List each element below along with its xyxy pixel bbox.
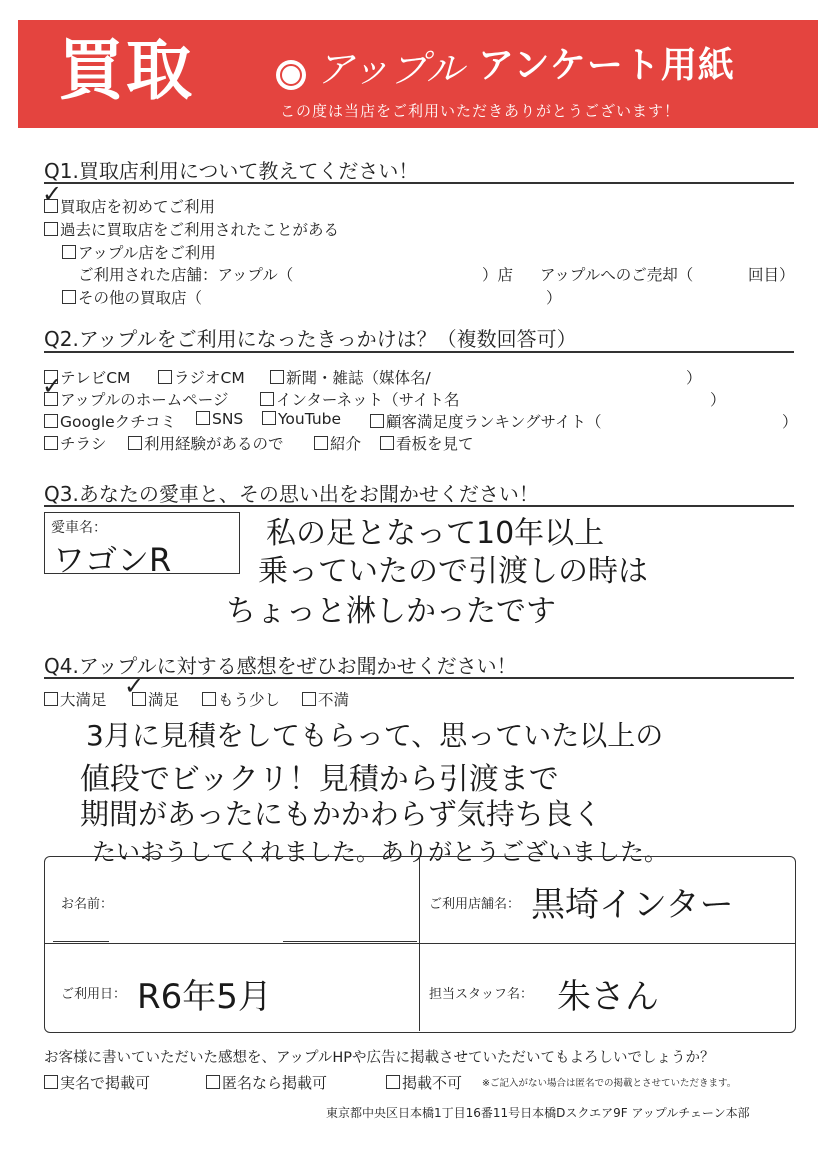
q1-sell-count-suffix: 回目） — [748, 266, 795, 284]
q4-very-satisfied-checkbox[interactable] — [44, 692, 58, 706]
q2-divider — [44, 351, 794, 353]
comment-line-4: たいおうしてくれました。ありがとうございました。 — [92, 838, 668, 866]
q1-apple-checkbox[interactable] — [62, 245, 76, 259]
form-title: アンケート用紙 — [478, 45, 735, 86]
q2-option-sns[interactable] — [196, 410, 243, 428]
consent-no-checkbox[interactable] — [386, 1075, 400, 1089]
q1-divider — [44, 182, 794, 184]
q1-apple-label: アップル店をご利用 — [78, 244, 216, 262]
q2-option-signboard[interactable] — [380, 432, 474, 454]
q2-google-checkbox[interactable] — [44, 414, 58, 428]
q4-more-checkbox[interactable] — [202, 692, 216, 706]
staff-name-value: 朱さん — [557, 977, 659, 1017]
footer-address: 東京都中央区日本橋1丁目16番11号日本橋Dスクエア9F アップルチェーン本部 — [326, 1106, 750, 1120]
q2-homepage-label: アップルのホームページ — [60, 391, 229, 409]
q4-more-label: もう少し — [218, 691, 281, 709]
info-horizontal-divider — [45, 943, 795, 944]
q4-very-satisfied-label: 大満足 — [60, 691, 107, 709]
q1-past-label: 過去に買取店をご利用されたことがある — [60, 221, 340, 239]
header-banner — [18, 20, 818, 128]
q2-option-youtube[interactable] — [262, 410, 341, 428]
consent-real-name-checkbox[interactable] — [44, 1075, 58, 1089]
consent-option-real-name[interactable] — [44, 1072, 150, 1093]
q2-referral-checkbox[interactable] — [314, 436, 328, 450]
q4-unsatisfied-label: 不満 — [318, 691, 350, 709]
q1-first-label: 買取店を初めてご利用 — [60, 198, 216, 216]
q2-radiocm-checkbox[interactable] — [158, 370, 172, 384]
q2-ranking-close: ） — [782, 413, 798, 431]
header-subtitle: この度は当店をご利用いただきありがとうございます！ — [280, 102, 681, 120]
q2-option-internet[interactable] — [260, 388, 460, 410]
comment-line-1: 3月に見積をしてもらって、思っていた以上の — [86, 719, 664, 752]
q2-option-flyer[interactable] — [44, 432, 107, 454]
q1-other-label: その他の買取店（ — [78, 289, 203, 307]
name-line-left — [53, 941, 109, 942]
q2-option-google[interactable] — [44, 410, 176, 432]
q1-option-past[interactable] — [44, 218, 339, 240]
q2-google-label: Googleクチコミ — [60, 413, 177, 431]
q1-heading: Q1.買取店利用について教えてください！ — [44, 159, 419, 183]
car-name-value: ワゴンR — [53, 541, 172, 579]
q4-option-very-satisfied[interactable] — [44, 688, 107, 710]
q2-flyer-label: チラシ — [60, 435, 107, 453]
q2-option-referral[interactable] — [314, 432, 361, 454]
q2-newspaper-checkbox[interactable] — [270, 370, 284, 384]
q2-signboard-label: 看板を見て — [396, 435, 474, 453]
q2-newspaper-close: ） — [686, 369, 702, 387]
q1-past-checkbox[interactable] — [44, 222, 58, 236]
date-label: ご利用日： — [61, 987, 127, 1002]
consent-option-no[interactable] — [386, 1072, 462, 1093]
q1-store-used-label: ご利用された店舗：アップル（ — [78, 266, 294, 284]
q2-heading: Q2.アップルをご利用になったきっかけは？（複数回答可） — [44, 327, 577, 351]
consent-option-anonymous[interactable] — [206, 1072, 327, 1093]
store-name-label: ご利用店舗名： — [429, 897, 521, 912]
q4-option-more[interactable] — [202, 688, 280, 710]
q2-sns-label: SNS — [212, 410, 244, 428]
q2-newspaper-label: 新聞・雑誌（媒体名/ — [286, 369, 431, 387]
q4-heading: Q4.アップルに対する感想をぜひお聞かせください！ — [44, 654, 517, 678]
memory-line-1: 私の足となって10年以上 — [266, 516, 605, 551]
q2-internet-close: ） — [710, 391, 726, 409]
kaitori-title: 買取 — [58, 32, 194, 109]
apple-logo-icon — [276, 60, 306, 90]
q1-other-close: ） — [546, 289, 562, 307]
staff-name-label: 担当スタッフ名： — [429, 987, 534, 1002]
q1-option-other[interactable] — [62, 286, 202, 308]
q2-experience-label: 利用経験があるので — [144, 435, 284, 453]
q1-store-suffix: ）店 — [482, 266, 514, 284]
q4-satisfied-label: 満足 — [148, 691, 180, 709]
date-value: R6年5月 — [137, 977, 272, 1017]
q2-internet-label: インターネット（サイト名 — [276, 391, 460, 409]
q3-divider — [44, 505, 794, 507]
consent-note: ※ご記入がない場合は匿名での掲載とさせていただきます。 — [482, 1078, 737, 1089]
q2-referral-label: 紹介 — [330, 435, 362, 453]
q4-unsatisfied-checkbox[interactable] — [302, 692, 316, 706]
q1-other-checkbox[interactable] — [62, 290, 76, 304]
store-name-value: 黒埼インター — [531, 885, 734, 925]
q2-youtube-checkbox[interactable] — [262, 411, 276, 425]
q2-signboard-checkbox[interactable] — [380, 436, 394, 450]
q2-option-ranking[interactable] — [370, 410, 601, 432]
q1-option-first[interactable] — [44, 195, 215, 217]
customer-info-box — [44, 856, 796, 1033]
q4-option-unsatisfied[interactable] — [302, 688, 349, 710]
car-name-label: 愛車名： — [51, 520, 107, 536]
q2-sns-checkbox[interactable] — [196, 411, 210, 425]
q2-youtube-label: YouTube — [278, 410, 342, 428]
consent-real-name-label: 実名で掲載可 — [60, 1074, 151, 1092]
q4-divider — [44, 677, 794, 679]
q1-option-apple[interactable] — [62, 241, 216, 263]
q2-option-experience[interactable] — [128, 432, 284, 454]
comment-line-2: 値段でビックリ！見積から引渡まで — [80, 762, 559, 797]
consent-anonymous-label: 匿名なら掲載可 — [222, 1074, 328, 1092]
q2-ranking-checkbox[interactable] — [370, 414, 384, 428]
info-vertical-divider — [419, 857, 420, 1031]
checkmark-icon: ✓ — [124, 672, 145, 700]
brand-name: アップル — [316, 47, 464, 91]
name-label: お名前： — [61, 897, 114, 912]
checkmark-icon: ✓ — [42, 372, 63, 400]
consent-question: お客様に書いていただいた感想を、アップルHPや広告に掲載させていただいてもよろしいでしょうか？ — [44, 1050, 715, 1066]
q2-radiocm-label: ラジオCM — [174, 369, 245, 387]
consent-no-label: 掲載不可 — [402, 1074, 463, 1092]
q2-option-newspaper[interactable] — [270, 366, 431, 388]
comment-line-3: 期間があったにもかかわらず気持ち良く — [80, 797, 602, 831]
q2-internet-checkbox[interactable] — [260, 392, 274, 406]
consent-anonymous-checkbox[interactable] — [206, 1075, 220, 1089]
memory-line-2: 乗っていたので引渡しの時は — [258, 554, 648, 589]
q2-ranking-label: 顧客満足度ランキングサイト（ — [386, 413, 602, 431]
checkmark-icon: ✓ — [42, 180, 63, 208]
q2-tvcm-label: テレビCM — [60, 369, 131, 387]
q2-experience-checkbox[interactable] — [128, 436, 142, 450]
q2-flyer-checkbox[interactable] — [44, 436, 58, 450]
car-name-box[interactable] — [44, 512, 240, 579]
name-line-right — [283, 941, 417, 942]
q1-sell-count-label: アップルへのご売却（ — [540, 266, 694, 284]
q2-option-radiocm[interactable] — [158, 366, 245, 388]
memory-line-3: ちょっと淋しかったです — [226, 594, 556, 629]
q3-heading: Q3.あなたの愛車と、その思い出をお聞かせください！ — [44, 482, 539, 506]
q2-option-homepage[interactable] — [44, 388, 229, 410]
